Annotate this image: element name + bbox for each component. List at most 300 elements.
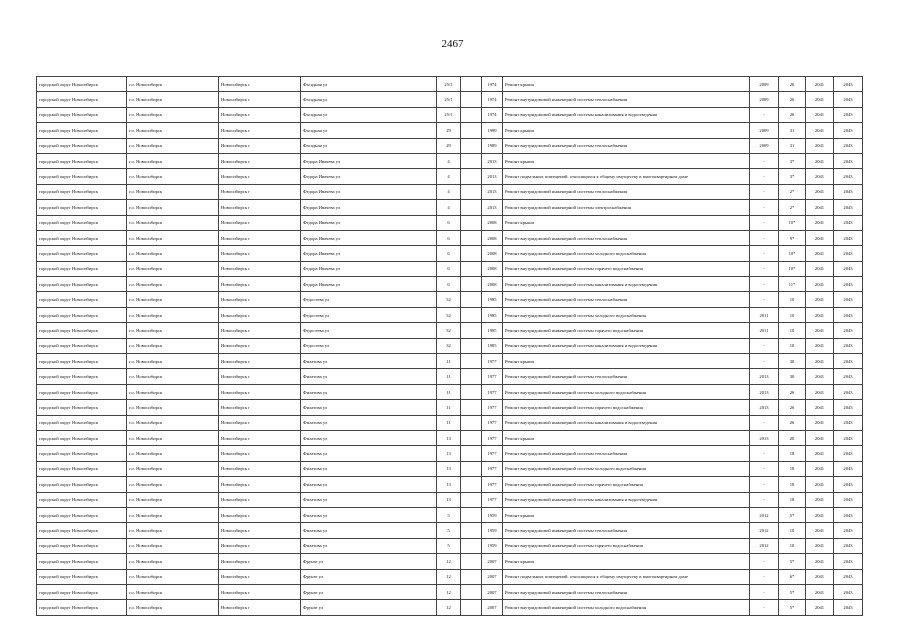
cell-build-year: 1977 <box>482 492 503 507</box>
cell-wear-percent: 11* <box>779 277 806 292</box>
cell-building <box>461 600 482 615</box>
cell-last-repair-year: - <box>750 477 779 492</box>
cell-build-year: 1977 <box>482 477 503 492</box>
cell-building <box>461 184 482 199</box>
cell-plan-start-year: 2041 <box>806 384 834 399</box>
cell-wear-percent: 3* <box>779 169 806 184</box>
cell-house-number: 4 <box>437 200 461 215</box>
cell-building <box>461 107 482 122</box>
cell-urban-district: г.о. Новосибирск <box>127 569 219 584</box>
cell-municipality: городской округ Новосибирск <box>37 446 127 461</box>
table-row <box>37 446 863 461</box>
cell-build-year: 1985 <box>482 307 503 322</box>
cell-building <box>461 384 482 399</box>
cell-settlement: Новосибирск г <box>219 307 301 322</box>
table-row <box>37 554 863 569</box>
cell-street: Фрунзе ул <box>301 600 437 615</box>
table-row <box>37 415 863 430</box>
cell-street: Филатова ул <box>301 523 437 538</box>
cell-build-year: 1989 <box>482 123 503 138</box>
table-row <box>37 492 863 507</box>
cell-build-year: 1974 <box>482 107 503 122</box>
cell-urban-district: г.о. Новосибирск <box>127 415 219 430</box>
cell-wear-percent: 26 <box>779 384 806 399</box>
cell-last-repair-year: - <box>750 153 779 168</box>
cell-house-number: 13 <box>437 477 461 492</box>
cell-settlement: Новосибирск г <box>219 323 301 338</box>
cell-building <box>461 323 482 338</box>
cell-house-number: 11 <box>437 400 461 415</box>
cell-house-number: 11 <box>437 354 461 369</box>
cell-urban-district: г.о. Новосибирск <box>127 261 219 276</box>
cell-house-number: 32 <box>437 292 461 307</box>
cell-building <box>461 477 482 492</box>
cell-last-repair-year: 2011 <box>750 307 779 322</box>
cell-street: Филатова ул <box>301 384 437 399</box>
cell-building <box>461 400 482 415</box>
cell-repair-work: Ремонт внутридомовой инженерной системы холодного водоснабжения <box>503 384 750 399</box>
cell-house-number: 12 <box>437 554 461 569</box>
cell-settlement: Новосибирск г <box>219 107 301 122</box>
cell-build-year: 1977 <box>482 461 503 476</box>
cell-urban-district: г.о. Новосибирск <box>127 600 219 615</box>
cell-repair-work: Ремонт внутридомовой инженерной системы теплоснабжения <box>503 369 750 384</box>
cell-street: Фасадная ул <box>301 77 437 92</box>
table-row <box>37 369 863 384</box>
cell-urban-district: г.о. Новосибирск <box>127 584 219 599</box>
cell-last-repair-year: - <box>750 584 779 599</box>
cell-settlement: Новосибирск г <box>219 569 301 584</box>
cell-house-number: 13 <box>437 492 461 507</box>
cell-municipality: городской округ Новосибирск <box>37 277 127 292</box>
cell-house-number: 5 <box>437 538 461 553</box>
cell-settlement: Новосибирск г <box>219 123 301 138</box>
cell-repair-work: Ремонт внутридомовой инженерной системы канализования и водоотведения <box>503 492 750 507</box>
table-row <box>37 384 863 399</box>
cell-last-repair-year: - <box>750 169 779 184</box>
cell-settlement: Новосибирск г <box>219 430 301 445</box>
cell-wear-percent: 18 <box>779 477 806 492</box>
cell-plan-end-year: 2043 <box>834 461 863 476</box>
cell-house-number: 6 <box>437 215 461 230</box>
cell-building <box>461 307 482 322</box>
cell-build-year: 1977 <box>482 369 503 384</box>
table-row <box>37 507 863 522</box>
cell-settlement: Новосибирск г <box>219 92 301 107</box>
cell-street: Федора Ивачева ул <box>301 169 437 184</box>
cell-plan-end-year: 2043 <box>834 230 863 245</box>
cell-urban-district: г.о. Новосибирск <box>127 492 219 507</box>
cell-urban-district: г.о. Новосибирск <box>127 477 219 492</box>
cell-house-number: 29 <box>437 138 461 153</box>
cell-build-year: 2008 <box>482 215 503 230</box>
cell-municipality: городской округ Новосибирск <box>37 153 127 168</box>
cell-street: Федора Ивачева ул <box>301 230 437 245</box>
cell-urban-district: г.о. Новосибирск <box>127 369 219 384</box>
table-row <box>37 153 863 168</box>
cell-wear-percent: 10 <box>779 307 806 322</box>
cell-wear-percent: 5* <box>779 507 806 522</box>
cell-build-year: 1977 <box>482 354 503 369</box>
cell-plan-end-year: 2043 <box>834 246 863 261</box>
cell-last-repair-year: - <box>750 569 779 584</box>
cell-urban-district: г.о. Новосибирск <box>127 430 219 445</box>
cell-municipality: городской округ Новосибирск <box>37 292 127 307</box>
cell-repair-work: Ремонт крыши <box>503 354 750 369</box>
cell-last-repair-year: - <box>750 461 779 476</box>
cell-plan-start-year: 2041 <box>806 492 834 507</box>
cell-last-repair-year: - <box>750 415 779 430</box>
cell-build-year: 1959 <box>482 538 503 553</box>
cell-wear-percent: 2* <box>779 184 806 199</box>
cell-street: Федосеева ул <box>301 307 437 322</box>
cell-build-year: 1959 <box>482 507 503 522</box>
cell-house-number: 6 <box>437 246 461 261</box>
cell-street: Филатова ул <box>301 446 437 461</box>
cell-repair-work: Ремонт внутридомовой инженерной системы теплоснабжения <box>503 292 750 307</box>
cell-last-repair-year: - <box>750 261 779 276</box>
cell-building <box>461 292 482 307</box>
cell-settlement: Новосибирск г <box>219 477 301 492</box>
cell-build-year: 2007 <box>482 569 503 584</box>
cell-municipality: городской округ Новосибирск <box>37 492 127 507</box>
cell-municipality: городской округ Новосибирск <box>37 77 127 92</box>
cell-plan-end-year: 2043 <box>834 523 863 538</box>
cell-repair-work: Ремонт внутридомовой инженерной системы теплоснабжения <box>503 446 750 461</box>
table-row <box>37 569 863 584</box>
cell-plan-start-year: 2041 <box>806 600 834 615</box>
cell-repair-work: Ремонт крыши <box>503 507 750 522</box>
cell-street: Филатова ул <box>301 507 437 522</box>
cell-urban-district: г.о. Новосибирск <box>127 354 219 369</box>
cell-settlement: Новосибирск г <box>219 400 301 415</box>
cell-settlement: Новосибирск г <box>219 169 301 184</box>
cell-plan-end-year: 2043 <box>834 338 863 353</box>
table-row <box>37 215 863 230</box>
cell-urban-district: г.о. Новосибирск <box>127 507 219 522</box>
cell-build-year: 2008 <box>482 246 503 261</box>
table-row <box>37 584 863 599</box>
cell-plan-start-year: 2041 <box>806 261 834 276</box>
cell-house-number: 12 <box>437 600 461 615</box>
cell-municipality: городской округ Новосибирск <box>37 323 127 338</box>
cell-settlement: Новосибирск г <box>219 384 301 399</box>
cell-settlement: Новосибирск г <box>219 200 301 215</box>
cell-wear-percent: 26 <box>779 415 806 430</box>
cell-repair-work: Ремонт внутридомовой инженерной системы холодного водоснабжения <box>503 307 750 322</box>
cell-wear-percent: 5* <box>779 600 806 615</box>
cell-urban-district: г.о. Новосибирск <box>127 523 219 538</box>
cell-repair-work: Ремонт внутридомовой инженерной системы канализования и водоотведения <box>503 338 750 353</box>
cell-last-repair-year: - <box>750 292 779 307</box>
cell-house-number: 5 <box>437 507 461 522</box>
cell-street: Федора Ивачева ул <box>301 215 437 230</box>
cell-street: Федосеева ул <box>301 323 437 338</box>
cell-urban-district: г.о. Новосибирск <box>127 123 219 138</box>
cell-settlement: Новосибирск г <box>219 246 301 261</box>
cell-plan-end-year: 2043 <box>834 153 863 168</box>
cell-build-year: 1977 <box>482 446 503 461</box>
cell-house-number: 25/1 <box>437 77 461 92</box>
cell-plan-end-year: 2043 <box>834 354 863 369</box>
cell-last-repair-year: - <box>750 600 779 615</box>
cell-settlement: Новосибирск г <box>219 138 301 153</box>
cell-street: Филатова ул <box>301 538 437 553</box>
cell-municipality: городской округ Новосибирск <box>37 369 127 384</box>
cell-building <box>461 215 482 230</box>
cell-building <box>461 138 482 153</box>
cell-plan-end-year: 2043 <box>834 430 863 445</box>
cell-plan-start-year: 2041 <box>806 323 834 338</box>
cell-repair-work: Ремонт внутридомовой инженерной системы горячего водоснабжения <box>503 261 750 276</box>
cell-urban-district: г.о. Новосибирск <box>127 338 219 353</box>
cell-municipality: городской округ Новосибирск <box>37 138 127 153</box>
cell-plan-end-year: 2043 <box>834 169 863 184</box>
cell-urban-district: г.о. Новосибирск <box>127 400 219 415</box>
table-row <box>37 184 863 199</box>
cell-street: Федора Ивачева ул <box>301 246 437 261</box>
cell-build-year: 2008 <box>482 261 503 276</box>
cell-street: Филатова ул <box>301 430 437 445</box>
cell-build-year: 1977 <box>482 430 503 445</box>
cell-municipality: городской округ Новосибирск <box>37 400 127 415</box>
cell-wear-percent: 6* <box>779 569 806 584</box>
cell-repair-work: Ремонт крыши <box>503 430 750 445</box>
cell-last-repair-year: 2012 <box>750 507 779 522</box>
cell-plan-end-year: 2043 <box>834 369 863 384</box>
cell-last-repair-year: 2013 <box>750 384 779 399</box>
cell-plan-end-year: 2043 <box>834 292 863 307</box>
table-row <box>37 107 863 122</box>
cell-street: Фрунзе ул <box>301 554 437 569</box>
cell-plan-start-year: 2041 <box>806 277 834 292</box>
cell-house-number: 12 <box>437 569 461 584</box>
cell-repair-work: Ремонт внутридомовой инженерной системы теплоснабжения <box>503 92 750 107</box>
cell-street: Филатова ул <box>301 400 437 415</box>
cell-repair-work: Ремонт крыши <box>503 153 750 168</box>
cell-settlement: Новосибирск г <box>219 153 301 168</box>
cell-repair-work: Ремонт внутридомовой инженерной системы горячего водоснабжения <box>503 538 750 553</box>
cell-building <box>461 153 482 168</box>
cell-urban-district: г.о. Новосибирск <box>127 538 219 553</box>
cell-plan-start-year: 2041 <box>806 215 834 230</box>
cell-last-repair-year: 2013 <box>750 430 779 445</box>
cell-building <box>461 277 482 292</box>
table-row <box>37 461 863 476</box>
cell-last-repair-year: - <box>750 230 779 245</box>
cell-wear-percent: 3* <box>779 153 806 168</box>
cell-repair-work: Ремонт внутридомовой инженерной системы теплоснабжения <box>503 584 750 599</box>
table-row <box>37 538 863 553</box>
cell-house-number: 4 <box>437 184 461 199</box>
cell-build-year: 1985 <box>482 338 503 353</box>
cell-urban-district: г.о. Новосибирск <box>127 215 219 230</box>
table-row <box>37 323 863 338</box>
table-row <box>37 307 863 322</box>
cell-municipality: городской округ Новосибирск <box>37 569 127 584</box>
cell-street: Филатова ул <box>301 492 437 507</box>
cell-plan-end-year: 2043 <box>834 384 863 399</box>
cell-house-number: 29 <box>437 123 461 138</box>
cell-street: Федора Ивачева ул <box>301 184 437 199</box>
cell-house-number: 12 <box>437 584 461 599</box>
cell-settlement: Новосибирск г <box>219 230 301 245</box>
cell-build-year: 2007 <box>482 554 503 569</box>
cell-plan-start-year: 2041 <box>806 184 834 199</box>
table-row <box>37 292 863 307</box>
cell-urban-district: г.о. Новосибирск <box>127 169 219 184</box>
cell-settlement: Новосибирск г <box>219 77 301 92</box>
cell-repair-work: Ремонт крыши <box>503 123 750 138</box>
cell-building <box>461 523 482 538</box>
cell-plan-end-year: 2043 <box>834 123 863 138</box>
cell-house-number: 6 <box>437 230 461 245</box>
cell-street: Федора Ивачева ул <box>301 153 437 168</box>
cell-plan-start-year: 2041 <box>806 354 834 369</box>
cell-build-year: 1985 <box>482 292 503 307</box>
cell-plan-end-year: 2043 <box>834 215 863 230</box>
cell-house-number: 13 <box>437 461 461 476</box>
cell-plan-start-year: 2041 <box>806 92 834 107</box>
cell-settlement: Новосибирск г <box>219 215 301 230</box>
cell-plan-end-year: 2043 <box>834 261 863 276</box>
table-row <box>37 600 863 615</box>
cell-plan-end-year: 2043 <box>834 200 863 215</box>
cell-repair-work: Ремонт внутридомовой инженерной системы канализования и водоотведения <box>503 415 750 430</box>
cell-plan-start-year: 2041 <box>806 138 834 153</box>
cell-building <box>461 446 482 461</box>
cell-last-repair-year: 2009 <box>750 77 779 92</box>
cell-street: Филатова ул <box>301 369 437 384</box>
cell-plan-end-year: 2043 <box>834 323 863 338</box>
cell-house-number: 4 <box>437 153 461 168</box>
cell-urban-district: г.о. Новосибирск <box>127 246 219 261</box>
cell-urban-district: г.о. Новосибирск <box>127 107 219 122</box>
cell-street: Федора Ивачева ул <box>301 277 437 292</box>
cell-urban-district: г.о. Новосибирск <box>127 277 219 292</box>
cell-plan-start-year: 2041 <box>806 430 834 445</box>
cell-last-repair-year: 2011 <box>750 323 779 338</box>
cell-wear-percent: 2* <box>779 200 806 215</box>
cell-building <box>461 169 482 184</box>
cell-repair-work: Ремонт внутридомовой инженерной системы канализования и водоотведения <box>503 107 750 122</box>
cell-house-number: 6 <box>437 277 461 292</box>
cell-municipality: городской округ Новосибирск <box>37 107 127 122</box>
cell-municipality: городской округ Новосибирск <box>37 215 127 230</box>
table-row <box>37 92 863 107</box>
cell-building <box>461 338 482 353</box>
cell-settlement: Новосибирск г <box>219 369 301 384</box>
cell-repair-work: Ремонт подвальных помещений, относящихся к общему имуществу в многоквартирном доме <box>503 569 750 584</box>
cell-plan-end-year: 2043 <box>834 92 863 107</box>
cell-building <box>461 354 482 369</box>
cell-wear-percent: 18 <box>779 461 806 476</box>
cell-build-year: 1989 <box>482 138 503 153</box>
cell-building <box>461 461 482 476</box>
table-row <box>37 138 863 153</box>
cell-plan-start-year: 2041 <box>806 307 834 322</box>
cell-street: Филатова ул <box>301 415 437 430</box>
cell-urban-district: г.о. Новосибирск <box>127 292 219 307</box>
cell-repair-work: Ремонт внутридомовой инженерной системы горячего водоснабжения <box>503 400 750 415</box>
cell-repair-work: Ремонт подвальных помещений, относящихся к общему имуществу в многоквартирном доме <box>503 169 750 184</box>
cell-wear-percent: 18 <box>779 446 806 461</box>
cell-repair-work: Ремонт внутридомовой инженерной системы теплоснабжения <box>503 184 750 199</box>
cell-settlement: Новосибирск г <box>219 584 301 599</box>
cell-settlement: Новосибирск г <box>219 507 301 522</box>
cell-build-year: 2013 <box>482 200 503 215</box>
cell-last-repair-year: - <box>750 277 779 292</box>
cell-plan-end-year: 2043 <box>834 277 863 292</box>
cell-house-number: 13 <box>437 446 461 461</box>
cell-plan-start-year: 2041 <box>806 569 834 584</box>
cell-urban-district: г.о. Новосибирск <box>127 461 219 476</box>
cell-municipality: городской округ Новосибирск <box>37 600 127 615</box>
table-row <box>37 169 863 184</box>
cell-plan-start-year: 2041 <box>806 200 834 215</box>
table-row <box>37 200 863 215</box>
cell-street: Фасадная ул <box>301 138 437 153</box>
capital-repair-table <box>36 76 863 616</box>
cell-plan-end-year: 2043 <box>834 492 863 507</box>
cell-wear-percent: 10* <box>779 261 806 276</box>
cell-plan-end-year: 2043 <box>834 415 863 430</box>
cell-plan-end-year: 2043 <box>834 477 863 492</box>
table-row <box>37 277 863 292</box>
cell-plan-end-year: 2043 <box>834 446 863 461</box>
cell-plan-start-year: 2041 <box>806 415 834 430</box>
cell-building <box>461 369 482 384</box>
cell-municipality: городской округ Новосибирск <box>37 261 127 276</box>
cell-wear-percent: 20 <box>779 430 806 445</box>
cell-house-number: 32 <box>437 338 461 353</box>
cell-build-year: 2008 <box>482 230 503 245</box>
cell-build-year: 2007 <box>482 600 503 615</box>
table-body <box>37 77 863 616</box>
cell-repair-work: Ремонт внутридомовой инженерной системы канализования и водоотведения <box>503 277 750 292</box>
cell-last-repair-year: 2013 <box>750 369 779 384</box>
cell-repair-work: Ремонт внутридомовой инженерной системы электроснабжения <box>503 200 750 215</box>
cell-build-year: 1977 <box>482 400 503 415</box>
cell-house-number: 25/1 <box>437 107 461 122</box>
cell-wear-percent: 10 <box>779 338 806 353</box>
cell-urban-district: г.о. Новосибирск <box>127 153 219 168</box>
cell-repair-work: Ремонт внутридомовой инженерной системы горячего водоснабжения <box>503 477 750 492</box>
cell-plan-start-year: 2041 <box>806 400 834 415</box>
cell-settlement: Новосибирск г <box>219 538 301 553</box>
cell-house-number: 5 <box>437 523 461 538</box>
cell-settlement: Новосибирск г <box>219 277 301 292</box>
cell-street: Федора Ивачева ул <box>301 200 437 215</box>
cell-wear-percent: 26 <box>779 400 806 415</box>
cell-plan-start-year: 2041 <box>806 523 834 538</box>
cell-house-number: 32 <box>437 323 461 338</box>
cell-urban-district: г.о. Новосибирск <box>127 77 219 92</box>
cell-plan-start-year: 2041 <box>806 446 834 461</box>
cell-build-year: 1977 <box>482 415 503 430</box>
cell-building <box>461 569 482 584</box>
cell-street: Федора Ивачева ул <box>301 261 437 276</box>
cell-plan-start-year: 2041 <box>806 153 834 168</box>
cell-building <box>461 430 482 445</box>
cell-municipality: городской округ Новосибирск <box>37 246 127 261</box>
cell-settlement: Новосибирск г <box>219 292 301 307</box>
cell-urban-district: г.о. Новосибирск <box>127 384 219 399</box>
cell-wear-percent: 10 <box>779 323 806 338</box>
cell-municipality: городской округ Новосибирск <box>37 477 127 492</box>
cell-plan-end-year: 2043 <box>834 138 863 153</box>
cell-build-year: 2008 <box>482 277 503 292</box>
